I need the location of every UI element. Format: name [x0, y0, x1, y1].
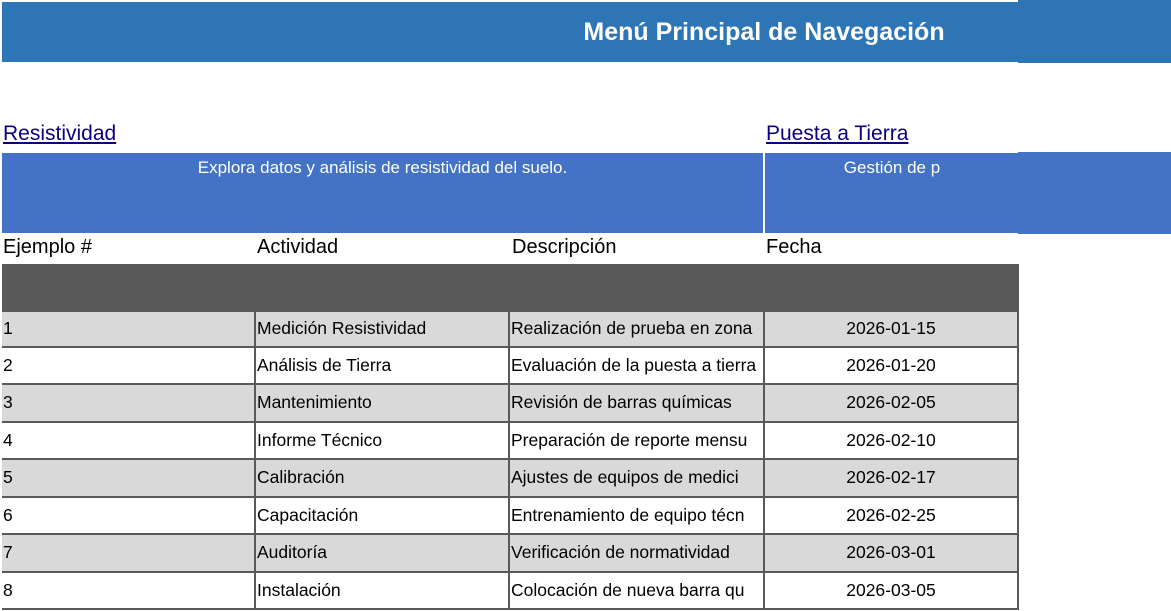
cell-date[interactable]: 2026-01-15 [763, 310, 1019, 348]
cell-number[interactable]: 7 [2, 535, 256, 573]
cell-activity[interactable]: Instalación [254, 573, 510, 611]
cell-description[interactable]: Preparación de reporte mensu [508, 423, 765, 461]
cell-activity[interactable]: Análisis de Tierra [254, 348, 510, 386]
cell-date[interactable]: 2026-03-01 [763, 535, 1019, 573]
table-row [2, 310, 1019, 348]
cell-date[interactable]: 2026-02-25 [763, 498, 1019, 536]
link-resistividad[interactable]: Resistividad [3, 122, 117, 145]
cell-date[interactable]: 2026-02-17 [763, 460, 1019, 498]
cell-activity[interactable]: Calibración [254, 460, 510, 498]
cell-number[interactable]: 1 [2, 310, 256, 348]
table-row [2, 460, 1019, 498]
cell-description[interactable]: Revisión de barras químicas [508, 385, 765, 423]
description-box-extension [1018, 152, 1171, 234]
column-header-actividad: Actividad [257, 236, 339, 258]
column-header-descripcion: Descripción [512, 236, 617, 258]
cell-activity[interactable]: Mantenimiento [254, 385, 510, 423]
cell-date[interactable]: 2026-01-20 [763, 348, 1019, 386]
table-row [2, 423, 1019, 461]
cell-activity[interactable]: Medición Resistividad [254, 310, 510, 348]
cell-number[interactable]: 2 [2, 348, 256, 386]
cell-description[interactable]: Verificación de normatividad [508, 535, 765, 573]
cell-date[interactable]: 2026-02-10 [763, 423, 1019, 461]
table-row [2, 385, 1019, 423]
cell-description[interactable]: Evaluación de la puesta a tierra [508, 348, 765, 386]
table-header-band [2, 264, 1019, 310]
column-header-ejemplo: Ejemplo # [3, 236, 92, 258]
table-row [2, 535, 1019, 573]
cell-description[interactable]: Colocación de nueva barra qu [508, 573, 765, 611]
resistividad-description: Explora datos y análisis de resistividad del suelo. [197, 158, 568, 177]
table-row [2, 573, 1019, 611]
link-puesta-a-tierra[interactable]: Puesta a Tierra [766, 122, 909, 145]
cell-number[interactable]: 3 [2, 385, 256, 423]
cell-number[interactable]: 5 [2, 460, 256, 498]
cell-description[interactable]: Realización de prueba en zona [508, 310, 765, 348]
cell-description[interactable]: Entrenamiento de equipo técn [508, 498, 765, 536]
table-row [2, 498, 1019, 536]
page-title: Menú Principal de Navegación [583, 17, 945, 46]
column-header-fecha: Fecha [766, 236, 822, 258]
cell-date[interactable]: 2026-03-05 [763, 573, 1019, 611]
puesta-a-tierra-description: Gestión de p [843, 158, 941, 177]
cell-number[interactable]: 8 [2, 573, 256, 611]
data-table [2, 310, 1019, 610]
puesta-a-tierra-description-box [765, 153, 1019, 233]
cell-number[interactable]: 6 [2, 498, 256, 536]
table-row [2, 348, 1019, 386]
cell-description[interactable]: Ajustes de equipos de medici [508, 460, 765, 498]
cell-number[interactable]: 4 [2, 423, 256, 461]
cell-activity[interactable]: Informe Técnico [254, 423, 510, 461]
cell-activity[interactable]: Capacitación [254, 498, 510, 536]
cell-date[interactable]: 2026-02-05 [763, 385, 1019, 423]
resistividad-description-box [2, 153, 763, 233]
cell-activity[interactable]: Auditoría [254, 535, 510, 573]
